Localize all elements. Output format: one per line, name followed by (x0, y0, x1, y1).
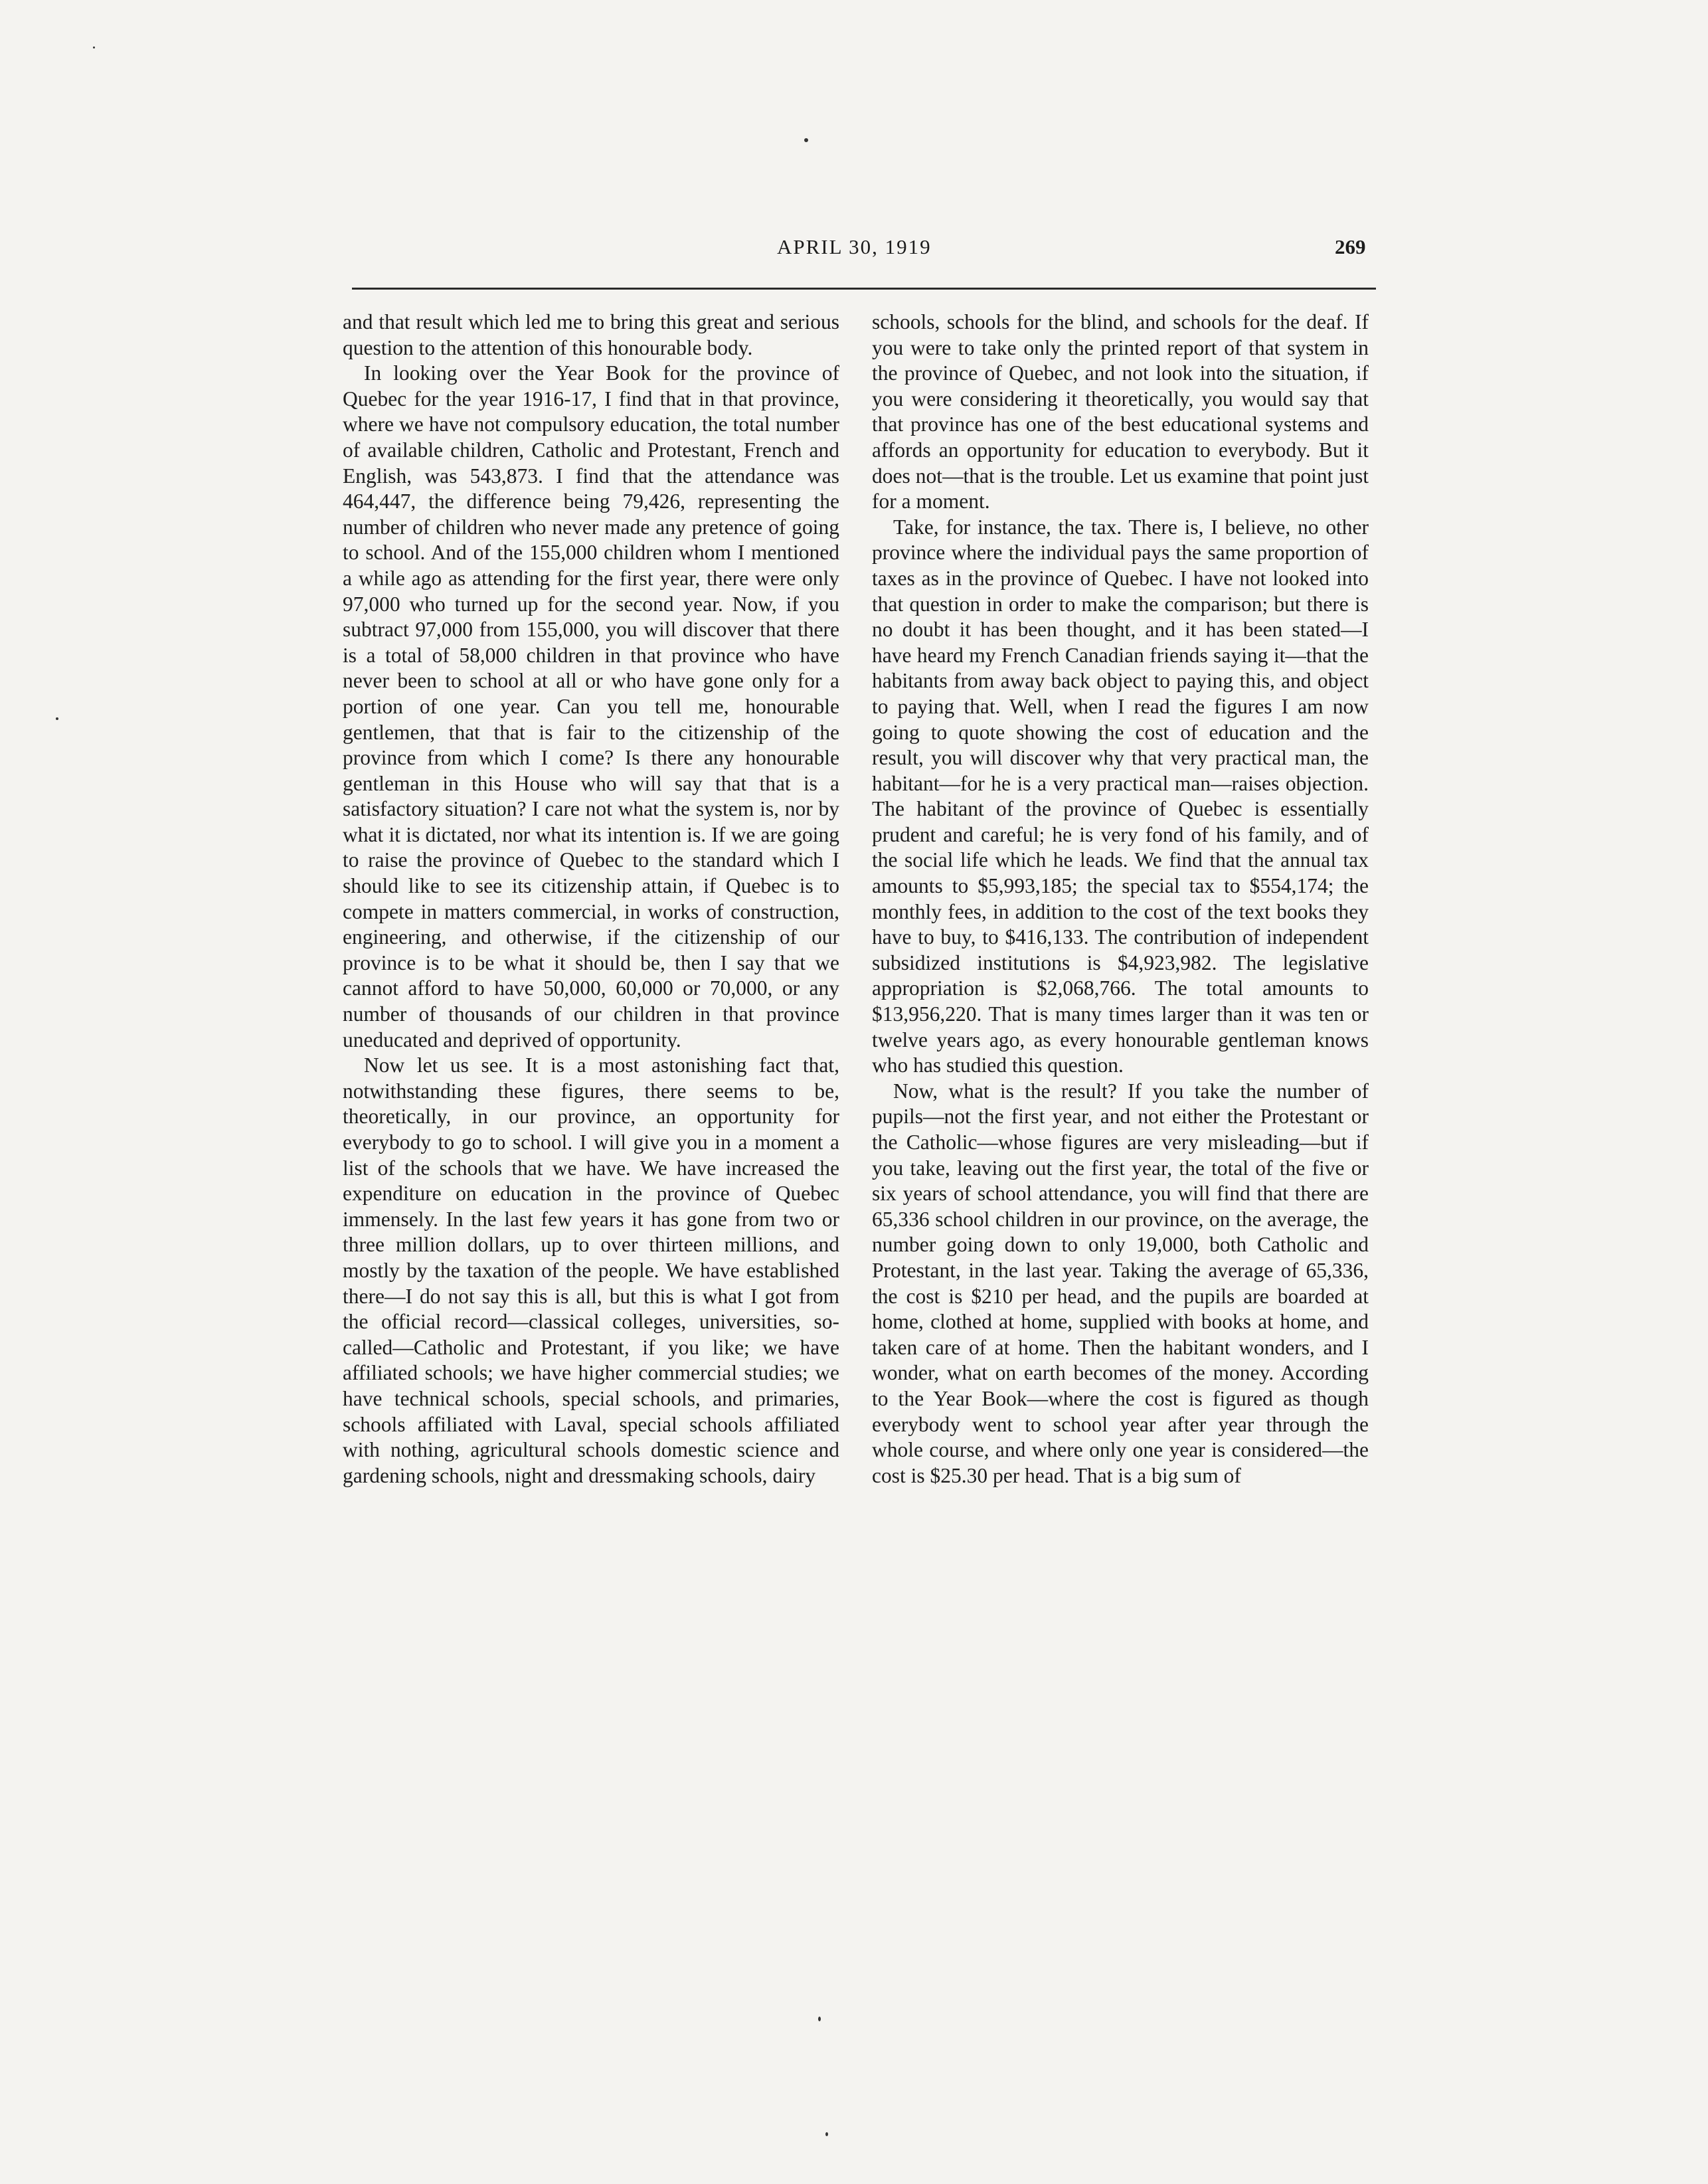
left-column (343, 310, 839, 1489)
running-date: APRIL 30, 1919 (777, 235, 932, 258)
scan-speck (818, 2017, 821, 2021)
scan-speck (804, 138, 808, 142)
paragraph: and that result which led me to bring this great and serious question to the attention of this honourable body. (343, 310, 839, 359)
scan-speck (825, 2132, 828, 2136)
paragraph: schools, schools for the blind, and schools for the deaf. If you were to take only the printed report of that system in the province of Quebec, and not look into the situation, if you were considering it theoretically, you would say that that province has one of the best educational systems and affords an opportunity for education to everybody. But it does not—that is the trouble. Let us examine that point just for a moment. (872, 310, 1369, 513)
page-number: 269 (1335, 235, 1366, 258)
paragraph: Now, what is the result? If you take the number of pupils—not the first year, and not either the Protestant or the Catholic—whose figures are very misleading—but if you take, leaving out the first year, the total of the five or six years of school attendance, you will find that there are 65,336 school children in our province, on the average, the number going down to only 19,000, both Catholic and Protestant, in the last year. Taking the average of 65,336, the cost is $210 per head, and the pupils are boarded at home, clothed at home, supplied with books at home, and taken care of at home. Then the habitant wonders, and I wonder, what on earth becomes of the money. According to the Year Book—where the cost is figured as though everybody went to school year after year through the whole course, and where only one year is considered—the cost is $25.30 per head. That is a big sum of (872, 1079, 1369, 1487)
scan-speck (93, 46, 95, 48)
running-header (0, 235, 1708, 268)
scan-speck (56, 717, 58, 720)
paragraph: Take, for instance, the tax. There is, I believe, no other province where the individual pays the same proportion of taxes as in the province of Quebec. I have not looked into that question in order to make the comparison; but there is no doubt it has been thought, and it has been stated—I have heard my French Canadian friends saying it—that the habitants from away back object to paying this, and object to paying that. Well, when I read the figures I am now going to quote showing the cost of education and the result, you will discover why that very practical man, the habitant—for he is a very practical man—raises objection. The habitant of the province of Quebec is essentially prudent and careful; he is very fond of his family, and of the social life which he leads. We find that the annual tax amounts to $5,993,185; the special tax to $554,174; the monthly fees, in addition to the cost of the text books they have to buy, to $416,133. The contribution of independent subsidized institutions is $4,923,982. The legislative appropriation is $2,068,766. The total amounts to $13,956,220. That is many times larger than it was ten or twelve years ago, as every honourable gentleman knows who has studied this question. (872, 515, 1369, 1077)
paragraph: Now let us see. It is a most astonishing fact that, notwithstanding these figures, there seems to be, theoretically, in our province, an opportunity for everybody to go to school. I will give you in a moment a list of the schools that we have. We have increased the expenditure on education in the province of Quebec immensely. In the last few years it has gone from two or three million dollars, up to over thirteen millions, and mostly by the taxation of the people. We have established there—I do not say this is all, but this is what I got from the official record—classical colleges, universities, so-called—Catholic and Protestant, if you like; we have affiliated schools; we have higher commercial studies; we have technical schools, special schools, and primaries, schools affiliated with Laval, special schools affiliated with nothing, agricultural schools domestic science and gardening schools, night and dressmaking schools, dairy (343, 1053, 839, 1487)
header-rule (352, 288, 1376, 290)
right-column (872, 310, 1369, 1489)
paragraph: In looking over the Year Book for the province of Quebec for the year 1916-17, I find that in that province, where we have not compulsory education, the total number of available children, Catholic and Protestant, French and English, was 543,873. I find that the attendance was 464,447, the difference being 79,426, representing the number of children who never made any pretence of going to school. And of the 155,000 children whom I mentioned a while ago as attending for the first year, there were only 97,000 who turned up for the second year. Now, if you subtract 97,000 from 155,000, you will discover that there is a total of 58,000 children in that province who have never been to school at all or who have gone only for a portion of one year. Can you tell me, honourable gentlemen, that that is fair to the citizenship of the province from which I come? Is there any honourable gentleman in this House who will say that that is a satisfactory situation? I care not what the system is, nor by what it is dictated, nor what its intention is. If we are going to raise the province of Quebec to the standard which I should like to see its citizenship attain, if Quebec is to compete in matters commercial, in works of construction, engineering, and otherwise, if the citizenship of our province is to be what it should be, then I say that we cannot afford to have 50,000, 60,000 or 70,000, or any number of thousands of our children in that province uneducated and deprived of opportunity. (343, 361, 839, 1051)
